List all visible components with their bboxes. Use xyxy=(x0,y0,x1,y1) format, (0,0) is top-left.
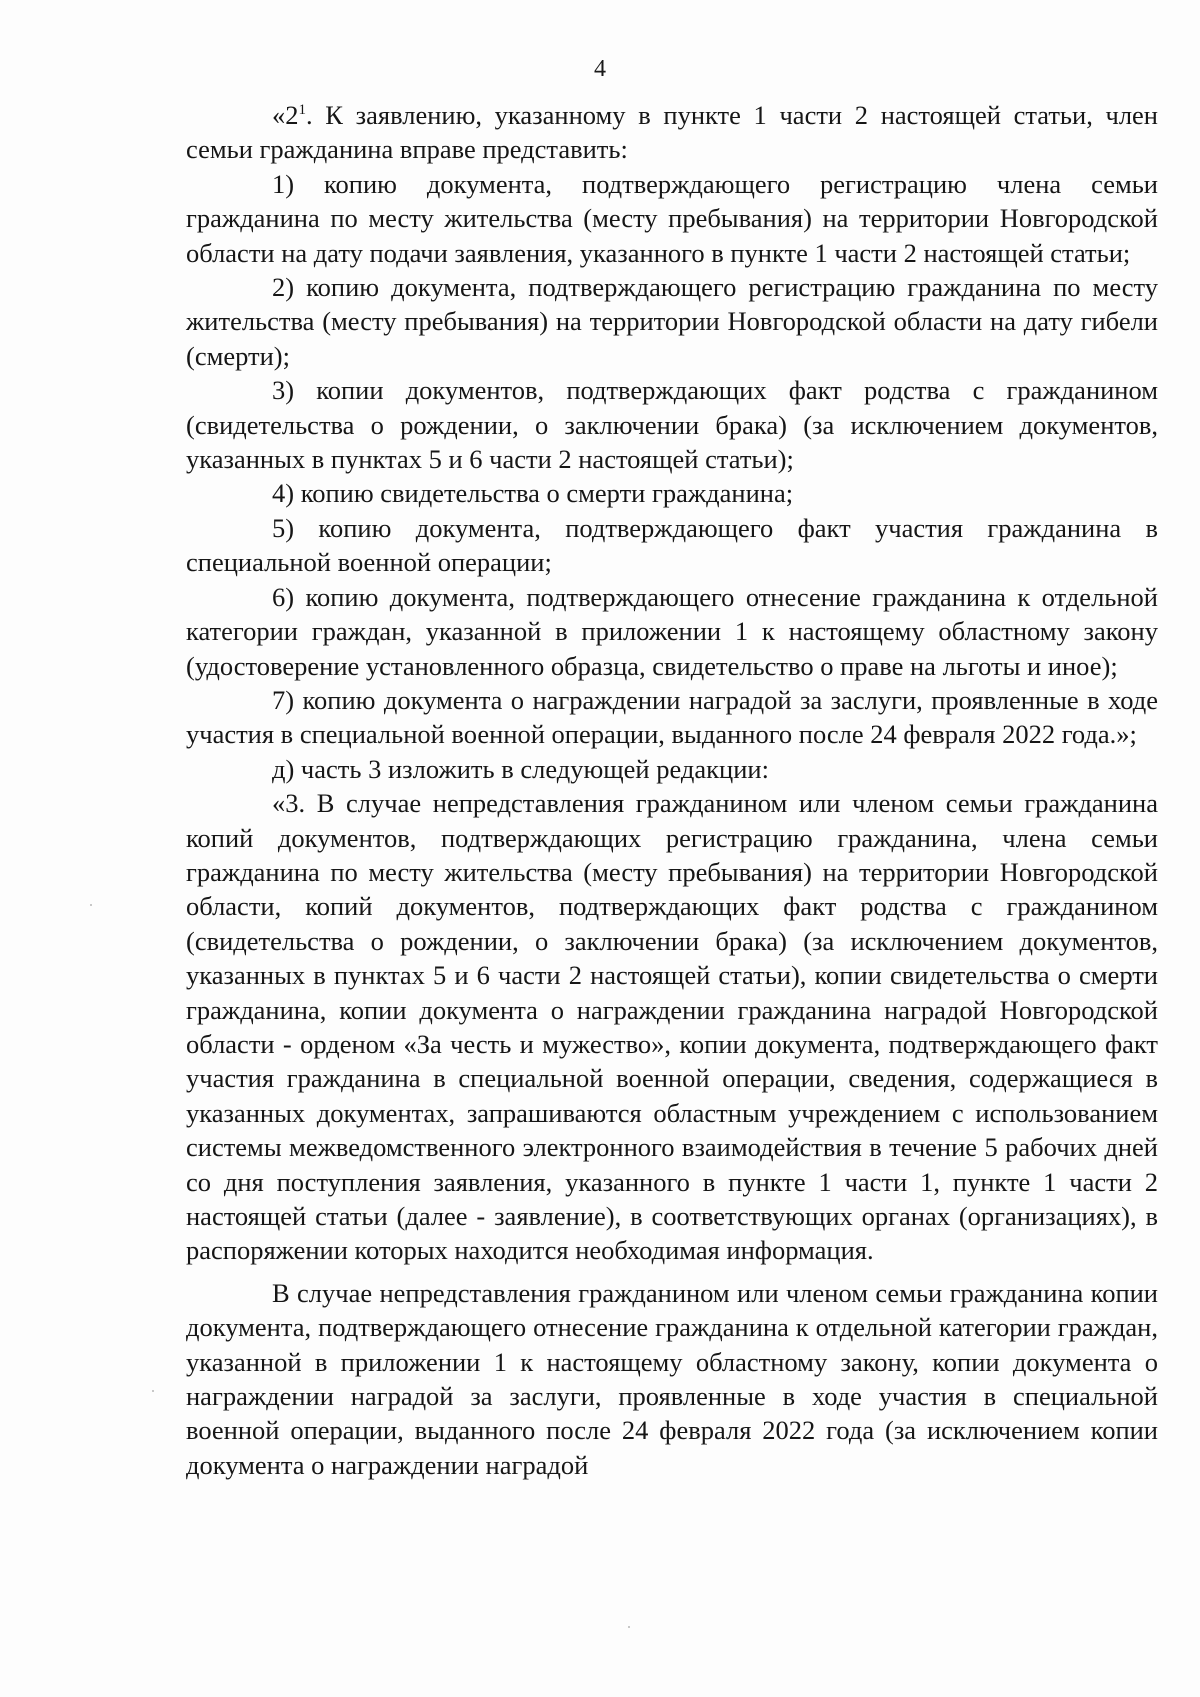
page-number: 4 xyxy=(594,56,606,82)
paragraph-subitem-1: 1) копию документа, подтверждающего регистрацию члена семьи гражданина по месту жительства (месту пребывания) на территории Новгородской области на дату подачи заявления, указанного в пункте 1 части 2 настоящей статьи; xyxy=(186,168,1158,268)
document-body xyxy=(186,98,1158,1482)
item-number: «2 xyxy=(272,100,299,130)
scan-speck xyxy=(90,904,92,906)
paragraph-part-3-continued: В случае непредставления гражданином или членом семьи гражданина копии документа, подтверждающего отнесение гражданина к отдельной категории граждан, указанной в приложении 1 к настоящему областному закону, копии документа о награждении наградой за заслуги, проявленные в ходе участия в специальной военной операции, выданного после 24 февраля 2022 года (за исключением копии документа о награждении наградой xyxy=(186,1277,1158,1480)
paragraph-text: . К заявлению, указанному в пункте 1 части 2 настоящей статьи, член семьи гражданина вправе представить: xyxy=(186,100,1158,165)
paragraph-part-3: «3. В случае непредставления гражданином или членом семьи гражданина копий документов, подтверждающих регистрацию гражданина, члена семьи гражданина по месту жительства (месту пребывания) на территории Новгородской области, копий документов, подтверждающих факт родства с гражданином (свидетельства о рождении, о заключении брака) (за исключением документов, указанных в пунктах 5 и 6 части 2 настоящей статьи), копии свидетельства о смерти гражданина, копии документа о награждении гражданина наградой Новгородской области - орденом «За честь и мужество», копии документа, подтверждающего факт участия гражданина в специальной военной операции, сведения, содержащиеся в указанных документах, запрашиваются областным учреждением с использованием системы межведомственного электронного взаимодействия в течение 5 рабочих дней со дня поступления заявления, указанного в пункте 1 части 1, пункте 1 части 2 настоящей статьи (далее - заявление), в соответствующих органах (организациях), в распоряжении которых находится необходимая информация. xyxy=(186,788,1158,1266)
paragraph-subitem-3: 3) копии документов, подтверждающих факт родства с гражданином (свидетельства о рождении, о заключении брака) (за исключением документов, указанных в пунктах 5 и 6 части 2 настоящей статьи); xyxy=(186,375,1158,475)
scan-speck xyxy=(152,1390,154,1392)
paragraph-subitem-7: 7) копию документа о награждении наградой за заслуги, проявленные в ходе участия в специальной военной операции, выданного после 24 февраля 2022 года.»; xyxy=(186,684,1158,750)
paragraph-item-d: д) часть 3 изложить в следующей редакции: xyxy=(272,753,769,784)
paragraph-subitem-2: 2) копию документа, подтверждающего регистрацию гражданина по месту жительства (месту пребывания) на территории Новгородской области на дату гибели (смерти); xyxy=(186,272,1158,371)
paragraph-item-2-1 xyxy=(186,98,1158,167)
scan-speck xyxy=(628,1626,630,1628)
paragraph-subitem-6: 6) копию документа, подтверждающего отнесение гражданина к отдельной категории граждан, указанной в приложении 1 к настоящему областному закону (удостоверение установленного образца, свидетельство о праве на льготы и иное); xyxy=(186,581,1158,681)
paragraph-subitem-4: 4) копию свидетельства о смерти гражданина; xyxy=(272,478,794,509)
superscript-index: 1 xyxy=(298,102,306,118)
paragraph-subitem-5: 5) копию документа, подтверждающего факт участия гражданина в специальной военной операции; xyxy=(186,512,1158,578)
